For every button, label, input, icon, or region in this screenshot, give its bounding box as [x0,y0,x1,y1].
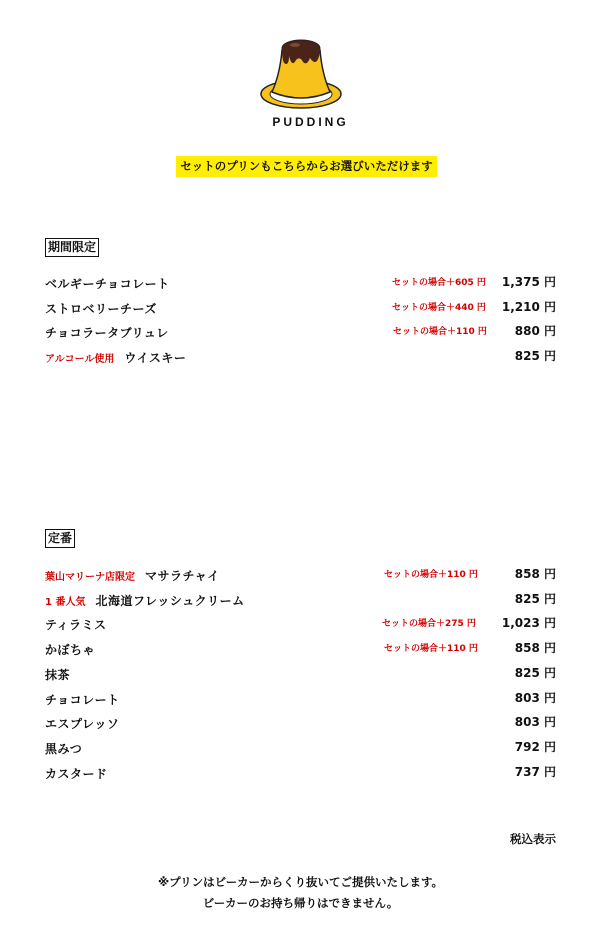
item-name: ティラミス [45,618,107,632]
item-name: マサラチャイ [145,569,220,583]
menu-row [45,565,556,585]
item-tag: アルコール使用 [45,354,115,365]
tax-included-note: 税込表示 [510,832,556,846]
set-price: セットの場合＋275 円 [382,619,476,629]
item-price: 825 円 [514,349,556,363]
set-pudding-banner: セットのプリンもこちらからお選びいただけます [176,156,437,177]
menu-row [45,664,556,684]
item-tag: 1 番人気 [45,597,86,608]
menu-row [45,273,556,293]
menu-row [45,347,556,367]
item-price: 1,210 円 [501,300,556,314]
item-price: 803 円 [514,691,556,705]
menu-row [45,713,556,733]
item-name: チョコラータブリュレ [45,326,169,340]
menu-row [45,298,556,318]
section-label-regular: 定番 [45,529,75,548]
beaker-note: ※プリンはビーカーからくり抜いてご提供いたします。 [157,875,444,889]
set-price: セットの場合＋110 円 [393,327,487,337]
item-price: 737 円 [514,765,556,779]
item-price: 825 円 [514,666,556,680]
item-name: エスプレッソ [45,717,120,731]
menu-row [45,763,556,783]
set-price: セットの場合＋440 円 [392,303,486,313]
item-price: 825 円 [514,592,556,606]
menu-row [45,322,556,342]
item-name: 北海道フレッシュクリーム [95,594,245,608]
item-price: 880 円 [514,324,556,338]
item-price: 858 円 [514,641,556,655]
item-name: チョコレート [45,693,120,707]
item-price: 858 円 [514,567,556,581]
menu-row [45,590,556,610]
section-label-limited: 期間限定 [45,238,99,257]
item-name: ストロベリーチーズ [45,302,157,316]
item-price: 1,375 円 [501,275,556,289]
set-price: セットの場合＋110 円 [384,644,478,654]
item-name: ベルギーチョコレート [45,277,170,291]
set-price: セットの場合＋605 円 [392,278,486,288]
takeout-note: ビーカーのお持ち帰りはできません。 [202,896,399,910]
pudding-icon [258,34,344,112]
item-name: かぼちゃ [45,643,96,657]
item-name: ウイスキー [124,351,187,365]
item-price: 803 円 [514,715,556,729]
item-name: 黒みつ [45,742,83,756]
brand-title: PUDDING [272,115,349,129]
item-name: カスタード [45,767,108,781]
item-name: 抹茶 [45,668,71,682]
item-price: 1,023 円 [501,616,556,630]
menu-row [45,689,556,709]
menu-row [45,614,556,634]
menu-row [45,639,556,659]
item-price: 792 円 [514,740,556,754]
item-tag: 葉山マリーナ店限定 [45,572,135,583]
set-price: セットの場合＋110 円 [384,570,478,580]
menu-row [45,738,556,758]
